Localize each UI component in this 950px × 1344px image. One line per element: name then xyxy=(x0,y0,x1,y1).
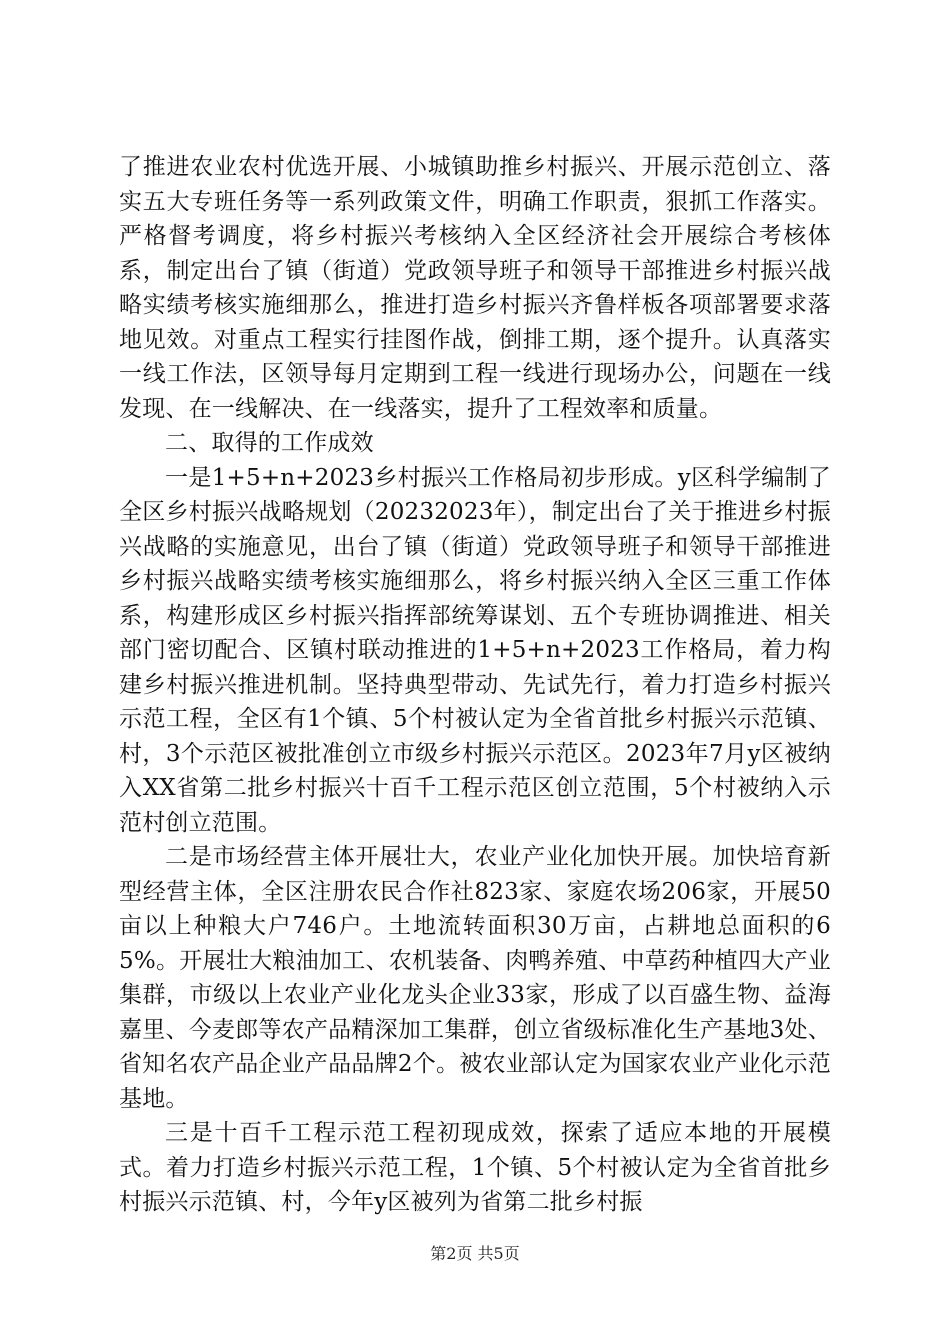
document-body xyxy=(119,150,831,1220)
section-heading: 二、取得的工作成效 xyxy=(165,430,374,456)
paragraph-one: 一是1+5+n+2023乡村振兴工作格局初步形成。y区科学编制了全区乡村振兴战略规划（20232023年），制定出台了关于推进乡村振兴战略的实施意见，出台了镇（街道）党政领导班子和领导干部推进乡村振兴战略实绩考核实施细那么，将乡村振兴纳入全区三重工作体系，构建形成区乡村振兴指挥部统筹谋划、五个专班协调推进、相关部门密切配合、区镇村联动推进的1+5+n+2023工作格局，着力构建乡村振兴推进机制。坚持典型带动、先试先行，着力打造乡村振兴示范工程，全区有1个镇、5个村被认定为全省首批乡村振兴示范镇、村，3个示范区被批准创立市级乡村振兴示范区。2023年7月y区被纳入XX省第二批乡村振兴十百千工程示范区创立范围，5个村被纳入示范村创立范围。 xyxy=(119,464,831,836)
paragraph-two: 二是市场经营主体开展壮大，农业产业化加快开展。加快培育新型经营主体，全区注册农民合作社823家、家庭农场206家，开展50亩以上种粮大户746户。土地流转面积30万亩，占耕地总面积的65%。开展壮大粮油加工、农机装备、肉鸭养殖、中草药种植四大产业集群，市级以上农业产业化龙头企业33家，形成了以百盛生物、益海嘉里、今麦郎等农产品精深加工集群，创立省级标准化生产基地3处、省知名农产品企业产品品牌2个。被农业部认定为国家农业产业化示范基地。 xyxy=(119,844,831,1112)
page-footer: 第2页 共5页 xyxy=(430,1244,520,1263)
paragraph-continuation: 了推进农业农村优选开展、小城镇助推乡村振兴、开展示范创立、落实五大专班任务等一系列政策文件，明确工作职责，狠抓工作落实。严格督考调度，将乡村振兴考核纳入全区经济社会开展综合考核体系，制定出台了镇（街道）党政领导班子和领导干部推进乡村振兴战略实绩考核实施细那么，推进打造乡村振兴齐鲁样板各项部署要求落地见效。对重点工程实行挂图作战，倒排工期，逐个提升。认真落实一线工作法，区领导每月定期到工程一线进行现场办公，问题在一线发现、在一线解决、在一线落实，提升了工程效率和质量。 xyxy=(119,154,831,422)
paragraph-three: 三是十百千工程示范工程初现成效，探索了适应本地的开展模式。着力打造乡村振兴示范工程，1个镇、5个村被认定为全省首批乡村振兴示范镇、村，今年y区被列为省第二批乡村振 xyxy=(119,1120,831,1215)
